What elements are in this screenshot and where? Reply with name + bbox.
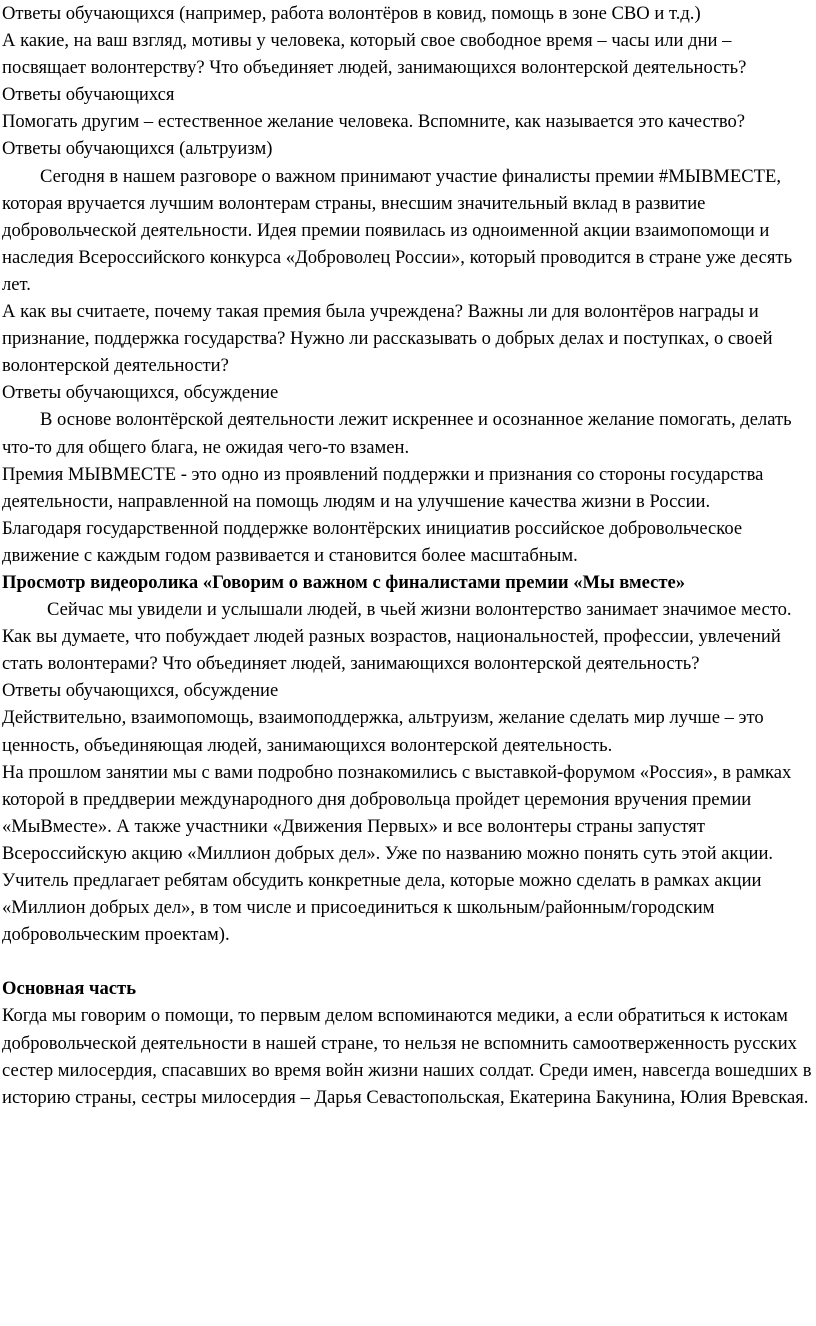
blank-line [2,948,816,975]
paragraph-answers-discussion-2: Ответы обучающихся, обсуждение [2,680,279,702]
paragraph-video-reflection: Сейчас мы увидели и услышали людей, в чьей жизни волонтерство занимает значимое место. [47,599,792,621]
paragraph-forum-russia: На прошлом занятии мы с вами подробно познакомились с выставкой-форумом «Россия», в рамках которой в преддверии международного дня добровольца пройдет церемония вручения премии «МыВместе». А также участники «Движения Первых» и все волонтеры страны запустят Всероссийскую акцию «Миллион добрых дел». Уже по названию можно понять суть этой акции. [2,761,792,864]
paragraph-answers-altruism: Ответы обучающихся (альтруизм) [2,138,273,160]
paragraph-question-motives: А какие, на ваш взгляд, мотивы у человека, который свое свободное время – часы или дни – посвящает волонтерству? Что объединяет людей, занимающихся волонтерской деятельность? [2,30,747,79]
heading-main-part: Основная часть [2,978,137,1000]
paragraph-sisters-of-mercy: Когда мы говорим о помощи, то первым делом вспоминаются медики, а если обратиться к истокам добровольческой деятельности в нашей стране, то нельзя не вспомнить самоотверженность русских сестер милосердия, спасавших во время войн жизни наших солдат. Среди имен, навсегда вошедших в историю страны, сестры милосердия – Дарья Севастопольская, Екатерина Бакунина, Юлия Вревская. [2,1005,812,1108]
paragraph-values: Действительно, взаимопомощь, взаимоподдержка, альтруизм, желание сделать мир лучше – это ценность, объединяющая людей, занимающихся волонтерской деятельность. [2,707,764,756]
paragraph-student-answers-examples: Ответы обучающихся (например, работа волонтёров в ковид, помощь в зоне СВО и т.д.) [2,3,701,24]
heading-video-viewing: Просмотр видеоролика «Говорим о важном с финалистами премии «Мы вместе» [2,571,686,593]
paragraph-state-support: Благодаря государственной поддержке волонтёрских инициатив российское добровольческое движение с каждым годом развивается и становится более масштабным. [2,517,743,566]
paragraph-question-motivation: Как вы думаете, что побуждает людей разных возрастов, национальностей, профессии, увлечений стать волонтерами? Что объединяет людей, занимающихся волонтерской деятельность? [2,626,781,675]
paragraph-premium-support: Премия МЫВМЕСТЕ - это одно из проявлений поддержки и признания со стороны государства деятельности, направленной на помощь людям и на улучшение качества жизни в России. [2,463,764,512]
paragraph-question-quality: Помогать другим – естественное желание человека. Вспомните, как называется это качество? [2,111,746,133]
paragraph-premium-intro: Сегодня в нашем разговоре о важном принимают участие финалисты премии #МЫВМЕСТЕ, которая вручается лучшим волонтерам страны, внесшим значительный вклад в развитие добровольческой деятельности. Идея премии появилась из одноименной акции взаимопомощи и наследия Всероссийского конкурса «Доброволец России», который проводится в стране уже десять лет. [2,165,793,295]
paragraph-teacher-prompt: Учитель предлагает ребятам обсудить конкретные дела, которые можно сделать в рамках акции «Миллион добрых дел», в том числе и присоединиться к школьным/районным/городским добровольческим проектам). [2,870,762,946]
paragraph-student-answers: Ответы обучающихся [2,84,175,106]
paragraph-volunteer-basis: В основе волонтёрской деятельности лежит искреннее и осознанное желание помогать, делать что-то для общего блага, не ожидая чего-то взамен. [2,409,792,458]
paragraph-answers-discussion-1: Ответы обучающихся, обсуждение [2,382,279,404]
paragraph-question-premium: А как вы считаете, почему такая премия была учреждена? Важны ли для волонтёров награды и признание, поддержка государства? Нужно ли рассказывать о добрых делах и поступках, о своей волонтерской деятельности? [2,301,773,377]
